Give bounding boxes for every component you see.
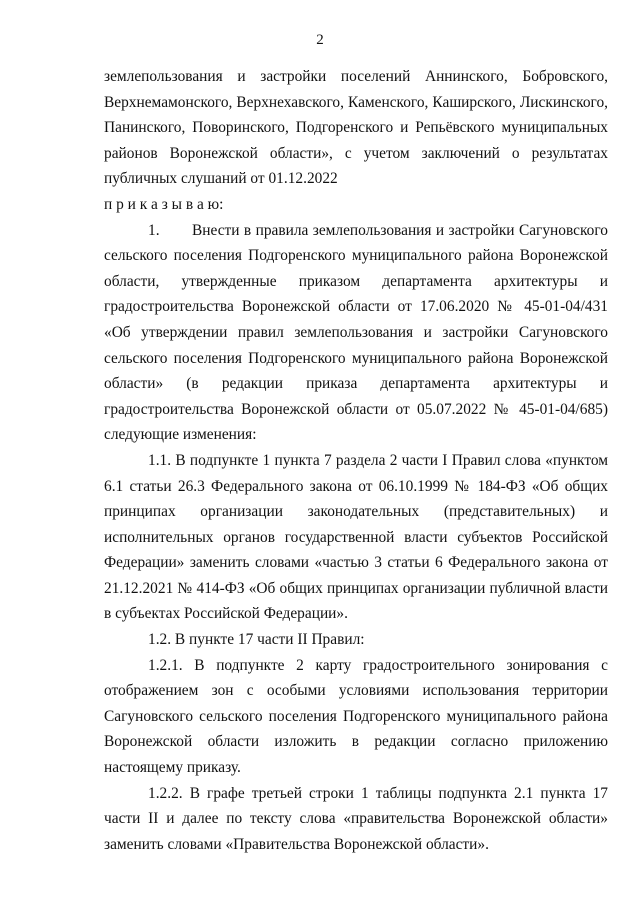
page-number: 2 — [316, 32, 324, 48]
item-1-2-paragraph: 1.2. В пункте 17 части II Правил: — [148, 631, 365, 649]
item-1-text: Внести в правила землепользования и застройки Сагуновского сельского поселения Подгоренского муниципального района Воронежской области, утвержденные приказом департамента архитектуры и градостроительства Воронежской области от 17.06.2020 № 45-01-04/431 «Об утверждении правил землепользования и застройки Сагуновского сельского поселения Подгоренского муниципального района Воронежской области» (в редакции приказа департамента архитектуры и градостроительства Воронежской области от 05.07.2022 № 45-01-04/685) следующие изменения: — [104, 221, 608, 444]
order-word: п р и к а з ы в а ю: — [104, 195, 224, 213]
intro-paragraph: землепользования и застройки поселений Аннинского, Бобровского, Верхнемамонского, Верхнехавского, Каменского, Каширского, Лискинского, Панинского, Поворинского, Подгоренского и Репьёвского муниципальных районов Воронежской области», с учетом заключений о результатах публичных слушаний от 01.12.2022 — [104, 68, 608, 188]
item-1-2-1-paragraph: 1.2.1. В подпункте 2 карту градостроительного зонирования с отображением зон с особыми условиями использования территории Сагуновского сельского поселения Подгоренского муниципального района Воронежской области изложить в редакции согласно приложению настоящему приказу. — [104, 656, 608, 777]
item-1-2-2-paragraph: 1.2.2. В графе третьей строки 1 таблицы подпункта 2.1 пункта 17 части II и далее по тексту слова «правительства Воронежской области» заменить словами «Правительства Воронежской области». — [104, 784, 608, 853]
item-1-paragraph — [104, 218, 608, 448]
item-1-number: 1. — [148, 221, 160, 239]
document-body — [104, 64, 608, 857]
item-1-1-paragraph: 1.1. В подпункте 1 пункта 7 раздела 2 части I Правил слова «пунктом 6.1 статьи 26.3 Федерального закона от 06.10.1999 № 184-ФЗ «Об общих принципах организации законодательных (представительных) и исполнительных органов государственной власти субъектов Российской Федерации» заменить словами «частью 3 статьи 6 Федерального закона от 21.12.2021 № 414-ФЗ «Об общих принципах организации публичной власти в субъектах Российской Федерации». — [104, 451, 608, 623]
